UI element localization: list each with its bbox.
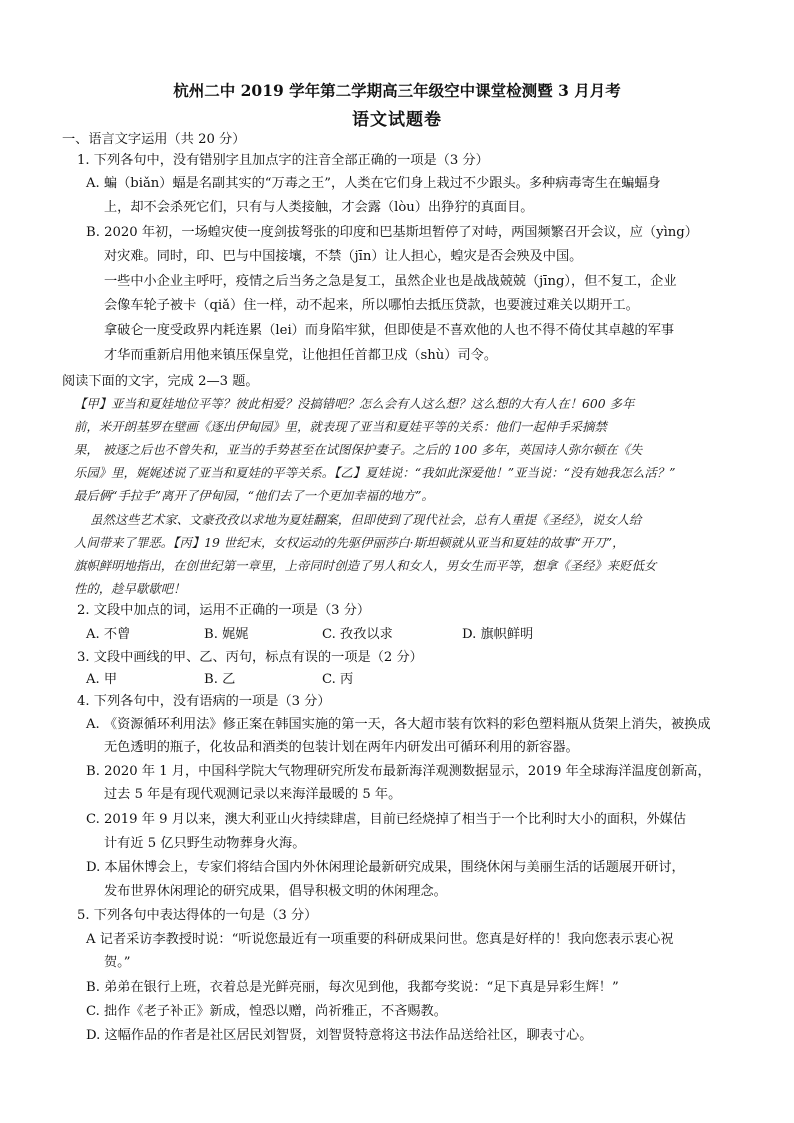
q4-option-d-line1: D. 本届休博会上，专家们将结合国内外休闲理论最新研究成果，围绕休闲与美丽生活的话题展开研讨，	[86, 860, 685, 875]
q3-stem: 3. 文段中画线的甲、乙、丙句，标点有误的一项是（2 分）	[77, 650, 423, 665]
q4-option-c-line1: C. 2019 年 9 月以来，澳大利亚山火持续肆虐，目前已经烧掉了相当于一个比利时大小的面积，外媒估	[86, 812, 687, 827]
q2-stem: 2. 文段中加点的词，运用不正确的一项是（3 分）	[77, 603, 371, 618]
q1-option-b-line6: 才华而重新启用他来镇压保皇党，让他担任首都卫戍（shù）司令。	[104, 348, 498, 363]
passage-line: 旗帜鲜明地指出，在创世纪第一章里，上帝同时创造了男人和女人，男女生而平等，想拿《圣经》来贬低女	[74, 558, 657, 573]
q1-option-b-line5: 拿破仑一度受政界内耗连累（lei）而身陷牢狱，但即使是不喜欢他的人也不得不倚仗其卓越的军事	[104, 323, 675, 338]
q4-option-c-line2: 计有近 5 亿只野生动物葬身火海。	[104, 836, 306, 851]
q1-option-b-line2: 对灾难。同时，印、巴与中国接壤，不禁（jīn）让人担心，蝗灾是否会殃及中国。	[104, 249, 583, 264]
q4-option-b-line2: 过去 5 年是有现代观测记录以来海洋最暖的 5 年。	[104, 787, 402, 802]
passage-line: 前，米开朗基罗在壁画《逐出伊甸园》里，就表现了亚当和夏娃平等的关系：他们一起伸手采摘禁	[74, 419, 607, 434]
reading-intro: 阅读下面的文字，完成 2—3 题。	[62, 374, 259, 389]
q3-option-a: A. 甲	[86, 672, 118, 687]
passage-line: 【甲】亚当和夏娃地位平等？彼此相爱？没搞错吧？怎么会有人这么想？这么想的大有人在！600 多年	[74, 396, 635, 411]
q2-option-a: A. 不曾	[86, 627, 131, 642]
q4-option-d-line2: 发布世界休闲理论的研究成果，倡导积极文明的休闲理念。	[104, 884, 447, 899]
passage-line: 乐园》里，娓娓述说了亚当和夏娃的平等关系。【乙】夏娃说：“我如此深爱他！”亚当说：“没有她我怎么活？”	[74, 465, 676, 480]
q2-option-b: B. 娓娓	[204, 627, 249, 642]
q5-option-c: C. 拙作《老子补正》新成，惶恐以赠，尚祈雅正，不吝赐教。	[86, 1004, 447, 1019]
q1-option-b-line3: 一些中小企业主呼吁，疫情之后当务之急是复工，虽然企业也是战战兢兢（jīng），但不复工，企业	[104, 274, 677, 289]
q4-option-a-line1: A. 《资源循环利用法》修正案在韩国实施的第一天，各大超市装有饮料的彩色塑料瓶从货架上消失，被换成	[86, 717, 711, 732]
q3-option-b: B. 乙	[204, 672, 236, 687]
passage-line: 果， 被逐之后也不曾失和，亚当的手势甚至在试图保护妻子。之后的 100 多年，英国诗人弥尔顿在《失	[74, 442, 643, 457]
q1-option-a-line2: 上，却不会杀死它们，只有与人类接触，才会露（lòu）出狰狞的真面目。	[104, 200, 534, 215]
q2-option-d: D. 旗帜鲜明	[462, 627, 534, 642]
q4-option-a-line2: 无色透明的瓶子，化妆品和酒类的包装计划在两年内研发出可循环利用的新容器。	[104, 740, 579, 755]
q1-option-a-line1: A. 蝙（biǎn）蝠是名副其实的“万毒之王”，人类在它们身上栽过不少跟头。多种病毒寄生在蝙蝠身	[86, 176, 661, 191]
exam-subtitle: 语文试题卷	[352, 110, 442, 130]
exam-title: 杭州二中 2019 学年第二学期高三年级空中课堂检测暨 3 月月考	[173, 81, 621, 100]
q2-option-c: C. 孜孜以求	[322, 627, 393, 642]
q5-stem: 5. 下列各句中表达得体的一句是（3 分）	[77, 908, 318, 923]
q4-stem: 4. 下列各句中，没有语病的一项是（3 分）	[77, 694, 331, 709]
passage-line: 人间带来了罪恶。【丙】19 世纪末，女权运动的先驱伊丽莎白·斯坦顿就从亚当和夏娃的故事“开刀”，	[74, 535, 625, 550]
q1-option-b-line1: B. 2020 年初，一场蝗灾使一度剑拔弩张的印度和巴基斯坦暂停了对峙，两国频繁召开会议，应（yìng）	[86, 225, 698, 240]
q5-option-a-line1: A 记者采访李教授时说：“听说您最近有一项重要的科研成果问世。您真是好样的！我向您表示衷心祝	[86, 932, 674, 947]
q5-option-a-line2: 贺。”	[104, 955, 131, 970]
q1-option-b-line4: 会像车轮子被卡（qiǎ）住一样，动不起来，所以哪怕去抵压贷款，也要渡过难关以期开工。	[104, 298, 639, 313]
passage-line: 虽然这些艺术家、文豪孜孜以求地为夏娃翻案，但即使到了现代社会，总有人重提《圣经》，说女人给	[90, 512, 642, 527]
passage-line: 性的，趁早歇歇吧！	[74, 581, 186, 596]
passage-line: 最后俩“手拉手”离开了伊甸园，“他们去了一个更加幸福的地方”。	[74, 488, 434, 503]
section-heading: 一、语言文字运用（共 20 分）	[62, 132, 246, 147]
q3-option-c: C. 丙	[322, 672, 354, 687]
q1-stem: 1. 下列各句中，没有错别字且加点字的注音全部正确的一项是（3 分）	[77, 153, 489, 168]
q5-option-b: B. 弟弟在银行上班，衣着总是光鲜亮丽，每次见到他，我都夸奖说：“足下真是异彩生辉！”	[86, 980, 619, 995]
q4-option-b-line1: B. 2020 年 1 月，中国科学院大气物理研究所发布最新海洋观测数据显示，2019 年全球海洋温度创新高，	[86, 764, 711, 779]
q5-option-d: D. 这幅作品的作者是社区居民刘智贤，刘智贤特意将这书法作品送给社区，聊表寸心。	[86, 1028, 593, 1043]
